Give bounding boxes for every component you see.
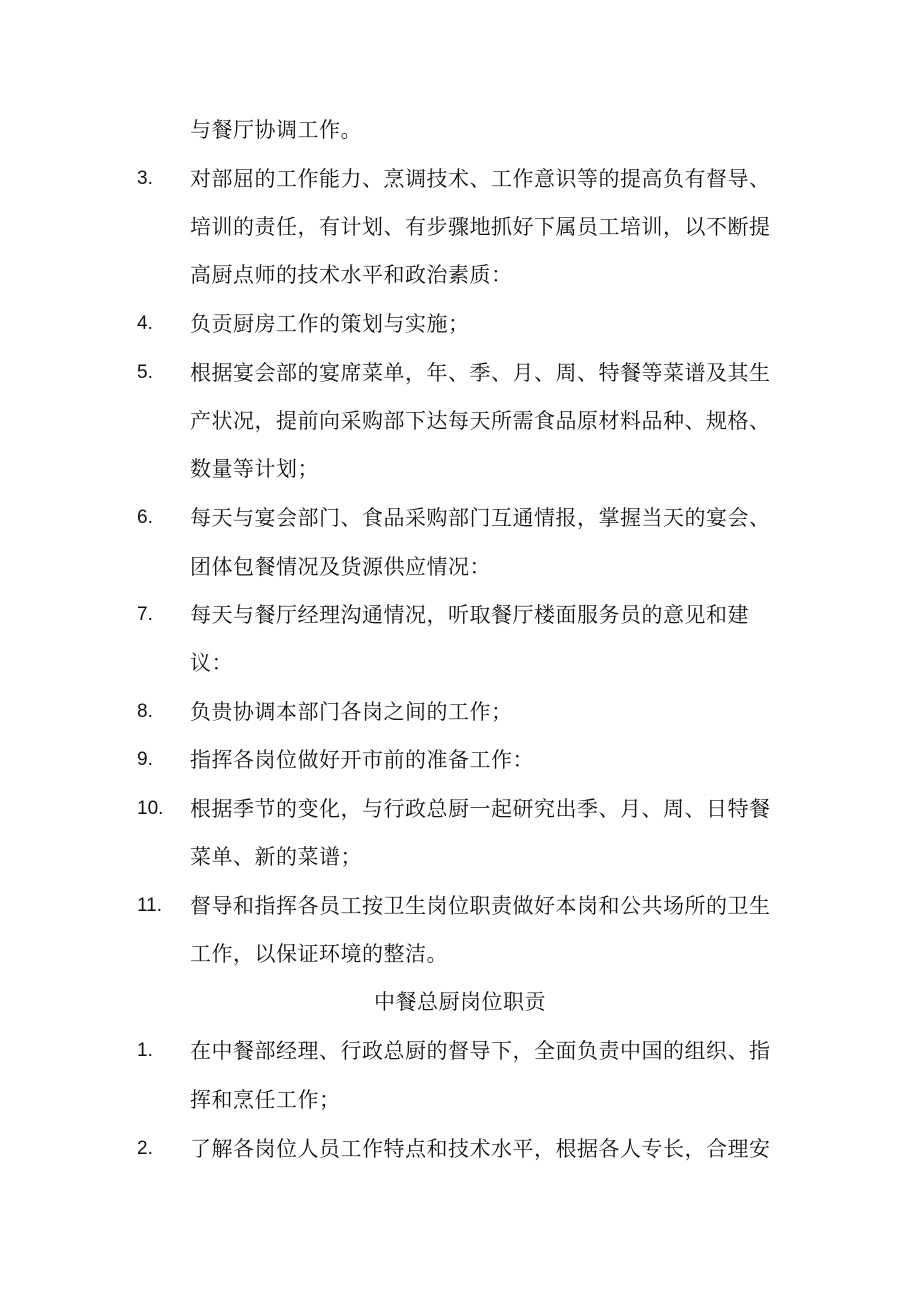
- item-10-line-1: 根据季节的变化，与行政总厨一起研究出季、月、周、日特餐: [190, 797, 771, 821]
- continuation-line: 与餐厅协调工作。: [190, 118, 362, 142]
- item-number-9: 9.: [137, 749, 153, 770]
- item-2-line-1: 了解各岗位人员工作特点和技术水平，根据各人专长，合理安: [190, 1137, 771, 1161]
- item-number-6: 6.: [137, 507, 153, 528]
- item-10-line-2: 菜单、新的菜谱；: [190, 845, 362, 869]
- item-4-line-1: 负贡厨房工作的策划与实施；: [190, 312, 470, 336]
- item-number-2: 2.: [137, 1138, 153, 1159]
- item-number-5: 5.: [137, 362, 153, 383]
- item-8-line-1: 负贵协调本部门各岗之间的工作；: [190, 700, 513, 724]
- item-7-line-2: 议：: [190, 651, 233, 675]
- item-number-7: 7.: [137, 604, 153, 625]
- item-3-line-1: 对部屈的工作能力、烹调技术、工作意识等的提高负有督导、: [190, 167, 771, 191]
- item-3-line-3: 高厨点师的技术水平和政治素质：: [190, 263, 513, 287]
- item-1-line-2: 挥和烹任工作；: [190, 1088, 341, 1112]
- item-3-line-2: 培训的责任，有计划、有步骤地抓好下属员工培训，以不断提: [190, 215, 771, 239]
- section-title: 中餐总厨岗位职贡: [374, 990, 546, 1014]
- item-number-4: 4.: [137, 313, 153, 334]
- item-number-11: 11.: [137, 895, 163, 916]
- item-number-10: 10.: [137, 798, 164, 819]
- item-6-line-1: 每天与宴会部门、食品采购部门互通情报，掌握当天的宴会、: [190, 506, 771, 530]
- item-number-3: 3.: [137, 168, 153, 189]
- item-11-line-1: 督导和指挥各员工按卫生岗位职责做好本岗和公共场所的卫生: [190, 894, 771, 918]
- item-11-line-2: 工作，以保证环境的整洁。: [190, 942, 448, 966]
- item-5-line-3: 数量等计划；: [190, 457, 319, 481]
- item-1-line-1: 在中餐部经理、行政总厨的督导下，全面负责中国的组织、指: [190, 1039, 771, 1063]
- item-5-line-1: 根据宴会部的宴席菜单，年、季、月、周、特餐等菜谱及其生: [190, 361, 771, 385]
- item-number-8: 8.: [137, 701, 153, 722]
- item-number-1: 1.: [137, 1040, 153, 1061]
- item-7-line-1: 每天与餐厅经理沟通情况，听取餐厅楼面服务员的意见和建: [190, 603, 749, 627]
- item-9-line-1: 指挥各岗位做好开市前的准备工作：: [190, 748, 534, 772]
- item-5-line-2: 产状况，提前向采购部下达每天所需食品原材料品种、规格、: [190, 409, 771, 433]
- item-6-line-2: 团体包餐情况及货源供应情况：: [190, 555, 491, 579]
